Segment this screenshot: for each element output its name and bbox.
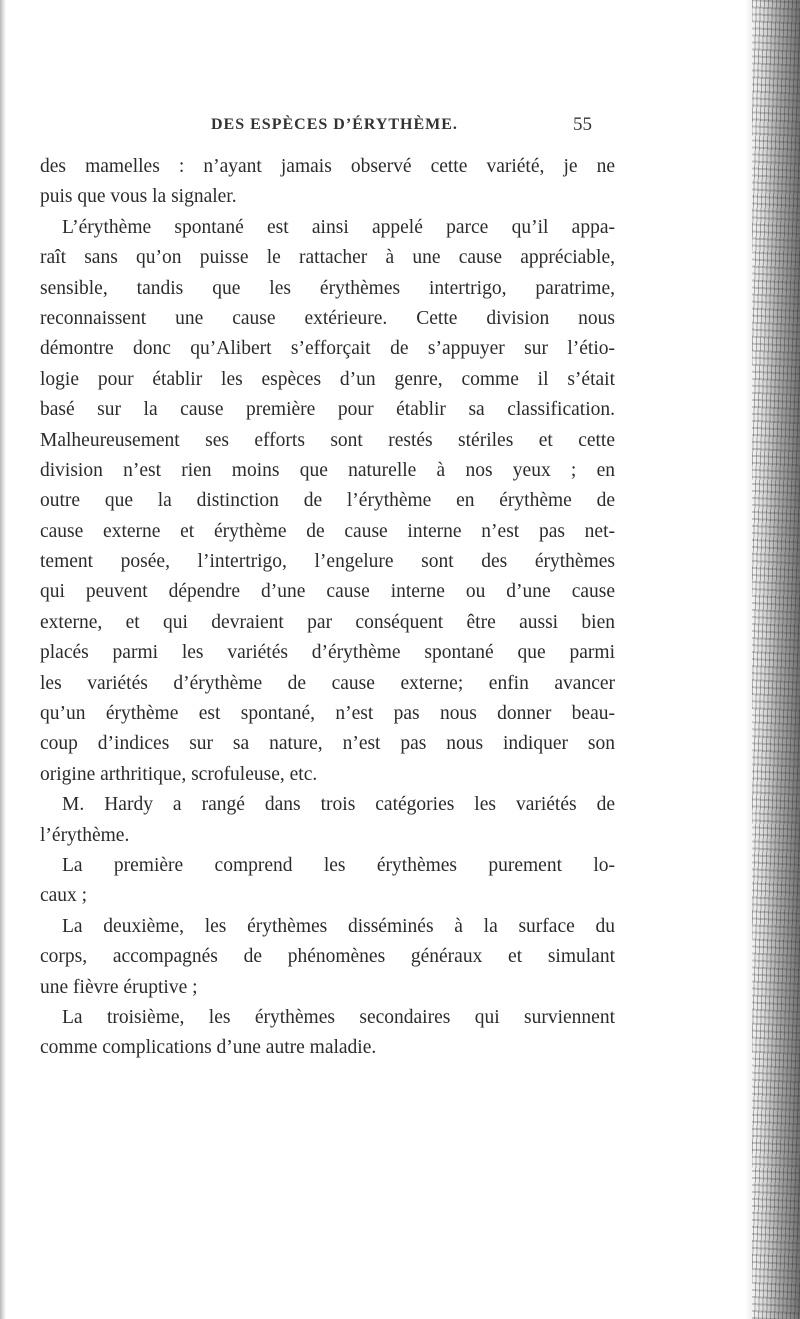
text-line: cause externe et érythème de cause interne n’est pas net- — [40, 520, 615, 542]
text-line: caux ; — [40, 885, 88, 907]
text-line: les variétés d’érythème de cause externe; enfin avancer — [40, 672, 615, 694]
text-line: placés parmi les variétés d’érythème spontané que parmi — [40, 642, 615, 664]
page-left-edge — [0, 0, 6, 1319]
text-line: reconnaissent une cause extérieure. Cette division nous — [40, 307, 615, 329]
text-line: comme complications d’une autre maladie. — [40, 1037, 377, 1059]
text-line: puis que vous la signaler. — [40, 186, 237, 208]
text-line: des mamelles : n’ayant jamais observé cette variété, je ne — [40, 156, 615, 177]
text-line: Malheureusement ses efforts sont restés stériles et cette — [40, 429, 615, 451]
text-line: basé sur la cause première pour établir sa classification. — [40, 399, 615, 421]
text-line: M. Hardy a rangé dans trois catégories les variétés de — [62, 794, 615, 816]
text-line: logie pour établir les espèces d’un genre, comme il s’était — [40, 368, 615, 390]
page-header — [0, 116, 760, 140]
text-line: raît sans qu’on puisse le rattacher à une cause appréciable, — [40, 247, 615, 269]
text-line: La troisième, les érythèmes secondaires qui surviennent — [62, 1006, 615, 1028]
text-line: qu’un érythème est spontané, n’est pas nous donner beau- — [40, 703, 615, 725]
page-number: 55 — [573, 114, 592, 135]
text-line: l’érythème. — [40, 824, 130, 846]
text-line: démontre donc qu’Alibert s’efforçait de s’appuyer sur l’étio- — [40, 338, 615, 360]
book-binding-gutter — [752, 0, 800, 1319]
text-line: L’érythème spontané est ainsi appelé parce qu’il appa- — [62, 216, 615, 238]
text-line: La deuxième, les érythèmes disséminés à la surface du — [62, 915, 615, 937]
running-head: DES ESPÈCES D’ÉRYTHÈME. — [211, 116, 458, 133]
text-line: origine arthritique, scrofuleuse, etc. — [40, 763, 318, 785]
text-line: externe, et qui devraient par conséquent être aussi bien — [40, 611, 615, 633]
text-line: qui peuvent dépendre d’une cause interne ou d’une cause — [40, 581, 615, 603]
text-line: une fièvre éruptive ; — [40, 976, 198, 998]
text-line: sensible, tandis que les érythèmes intertrigo, paratrime, — [40, 277, 615, 299]
text-line: outre que la distinction de l’érythème en érythème de — [40, 490, 615, 512]
text-line: division n’est rien moins que naturelle à nos yeux ; en — [40, 459, 615, 481]
text-line: corps, accompagnés de phénomènes généraux et simulant — [40, 946, 615, 968]
body-text — [40, 152, 615, 1064]
text-line: coup d’indices sur sa nature, n’est pas nous indiquer son — [40, 733, 615, 755]
text-line: tement posée, l’intertrigo, l’engelure sont des érythèmes — [40, 551, 615, 573]
text-line: La première comprend les érythèmes purement lo- — [62, 854, 615, 876]
